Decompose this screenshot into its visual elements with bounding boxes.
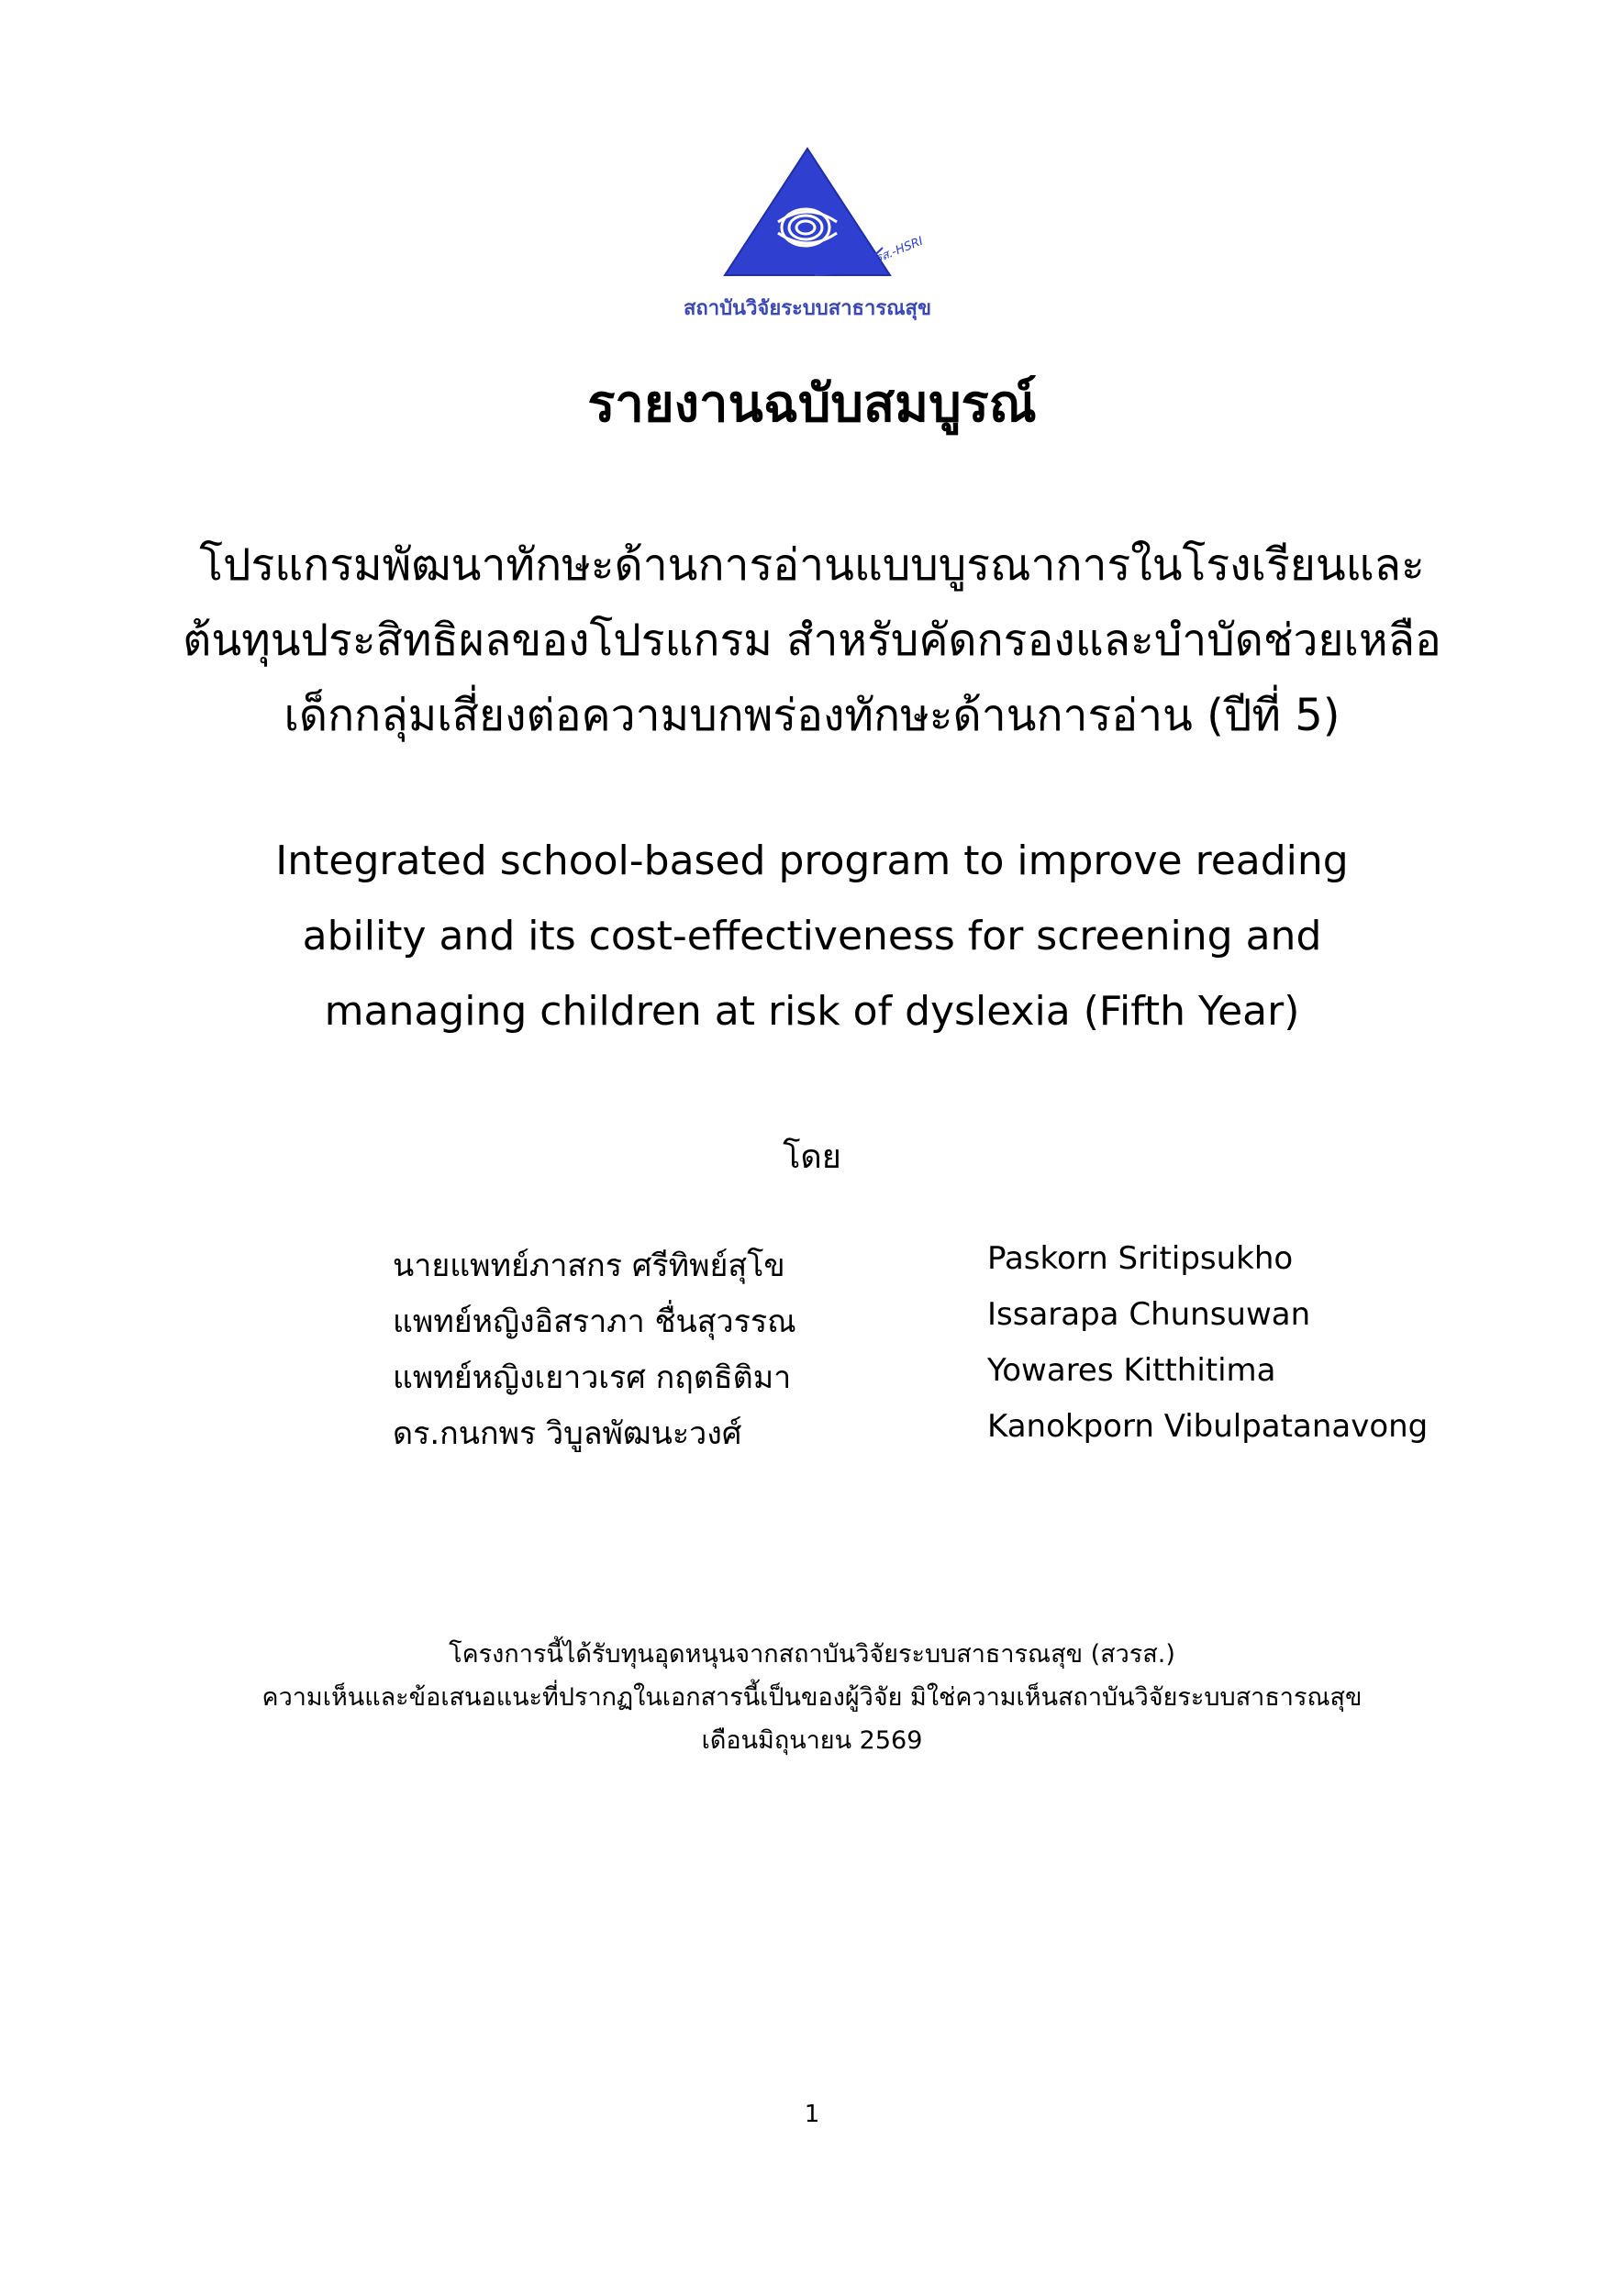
author-list [393, 1240, 1494, 1464]
thai-title-line: โปรแกรมพัฒนาทักษะด้านการอ่านแบบบูรณาการในโรงเรียนและ [199, 539, 1425, 591]
funding-note [138, 1633, 1486, 1762]
disclaimer-line: ความเห็นและข้อเสนอแนะที่ปรากฏในเอกสารนี้เป็นของผู้วิจัย มิใช่ความเห็นสถาบันวิจัยระบบสาธารณสุข [261, 1683, 1363, 1712]
author-row [393, 1240, 1494, 1296]
author-name-thai: นายแพทย์ภาสกร ศรีทิพย์สุโข [393, 1248, 785, 1284]
author-row [393, 1296, 1494, 1352]
english-title-line: ability and its cost-effectiveness for screening and [302, 913, 1322, 959]
date-line: เดือนมิถุนายน 2569 [701, 1726, 923, 1755]
by-label: โดย [783, 1138, 841, 1176]
author-name-english: Paskorn Sritipsukho [987, 1240, 1294, 1277]
page-number: 1 [804, 2101, 820, 2128]
author-row [393, 1352, 1494, 1408]
logo-badge-text: สวรส.-HSRI [860, 234, 926, 272]
funding-line: โครงการนี้ได้รับทุนอุดหนุนจากสถาบันวิจัยระบบสาธารณสุข (สวรส.) [449, 1640, 1175, 1669]
thai-title-line: เด็กกลุ่มเสี่ยงต่อความบกพร่องทักษะด้านการอ่าน (ปีที่ 5) [284, 690, 1340, 741]
author-name-thai: แพทย์หญิงอิสราภา ชื่นสุวรรณ [393, 1303, 796, 1340]
author-row [393, 1408, 1494, 1464]
author-name-english: Yowares Kitthitima [987, 1352, 1276, 1389]
author-name-english: Kanokporn Vibulpatanavong [987, 1408, 1429, 1445]
thai-title [138, 527, 1486, 753]
logo-caption: สถาบันวิจัยระบบสาธารณสุข [683, 297, 932, 320]
author-name-english: Issarapa Chunsuwan [987, 1296, 1311, 1333]
author-name-thai: ดร.กนกพร วิบูลพัฒนะวงศ์ [393, 1415, 742, 1452]
thai-title-line: ต้นทุนประสิทธิผลของโปรแกรม สำหรับคัดกรองและบำบัดช่วยเหลือ [183, 615, 1441, 666]
english-title [138, 824, 1486, 1049]
author-name-thai: แพทย์หญิงเยาวเรศ กฤตธิติมา [393, 1359, 792, 1396]
english-title-line: Integrated school-based program to improve reading [275, 837, 1349, 884]
english-title-line: managing children at risk of dyslexia (Fifth Year) [324, 988, 1300, 1035]
report-type-heading: รายงานฉบับสมบูรณ์ [587, 374, 1037, 434]
